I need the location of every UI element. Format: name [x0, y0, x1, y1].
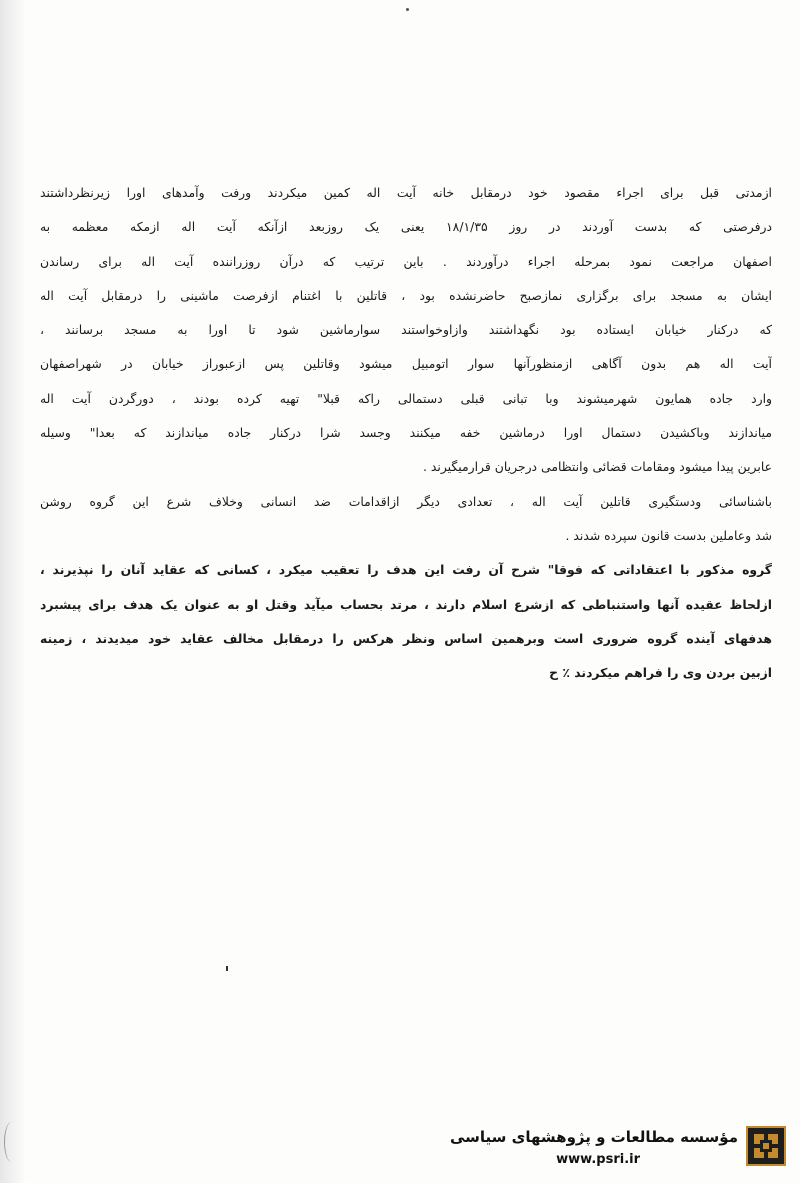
- text-line: عابرین پیدا میشود ومقامات قضائی وانتظامی درجریان قرارمیگیرند .: [423, 459, 772, 475]
- text-line: هدفهای آینده گروه ضروری است وبرهمین اساس ونظر هرکس را درمقابل مخالف عقاید خود میدیدند ، زمینه: [40, 630, 772, 646]
- text-line: ازمدتی قبل برای اجراء مقصود خود درمقابل خانه آیت اله کمین میکردند ورفت وآمدهای اورا زیرنظرداشتند: [40, 185, 772, 200]
- psri-logo-icon: [746, 1126, 786, 1166]
- text-line: که درکنار خیابان ایستاده بود نگهداشتند وازاوخواستند سوارماشین شود تا اورا به مسجد برسانند ،: [40, 322, 772, 338]
- text-line: ازبین بردن وی را فراهم میکردند ٪ ح: [549, 665, 772, 681]
- text-line: ایشان به مسجد برای برگزاری نمازصبح حاضرنشده بود ، قاتلین با اغتنام ازفرصت ماشینی را درمقابل آیت اله: [40, 287, 772, 303]
- scan-edge-shadow: [0, 0, 26, 1183]
- scan-speck: [226, 966, 228, 971]
- scan-edge-mark: [4, 1122, 19, 1162]
- document-body: [40, 176, 772, 690]
- text-line: گروه مذکور با اعتقاداتی که فوقا" شرح آن رفت این هدف را تعقیب میکرد ، کسانی که عقاید آنان را نپذیرند ،: [40, 562, 772, 578]
- institute-name: مؤسسه مطالعات و پژوهشهای سیاسی: [449, 1128, 738, 1146]
- text-line: درفرصتی که بدست آوردند در روز ۱۸/۱/۳۵ یعنی یک روزبعد ازآنکه آیت اله ازمکه معظمه به: [40, 219, 772, 235]
- text-line: وارد جاده همایون شهرمیشوند وبا تبانی قبلی دستمالی راکه قبلا" تهیه کرده بودند ، دورگردن آیت اله: [40, 390, 772, 406]
- scan-speck: [406, 8, 409, 11]
- website-link[interactable]: www.psri.ir: [556, 1152, 640, 1167]
- text-line: ازلحاظ عقیده آنها واستنباطی که ازشرع اسلام دارند ، مرتد بحساب میآید وقتل او به عنوان یک هدف برای پیشبرد: [40, 596, 772, 612]
- text-line: باشناسائی ودستگیری قاتلین آیت اله ، تعدادی دیگر ازاقدامات ضد انسانی وخلاف شرع این گروه روشن: [40, 493, 772, 509]
- text-line: میاندازند وباکشیدن دستمال اورا درماشین خفه میکنند وجسد شرا درکنار جاده میاندازند که بعدا" وسیله: [40, 425, 772, 441]
- text-line: آیت اله هم بدون آگاهی ازمنظورآنها سوار اتومبیل میشود وقاتلین پس ازعبوراز خیابان در شهراصفهان: [40, 356, 772, 372]
- text-line: اصفهان مراجعت نمود بمرحله اجراء درآوردند . باین ترتیب که درآن روزراننده آیت اله برای رساندن: [40, 253, 772, 269]
- text-line: شد وعاملین بدست قانون سپرده شدند .: [565, 527, 772, 543]
